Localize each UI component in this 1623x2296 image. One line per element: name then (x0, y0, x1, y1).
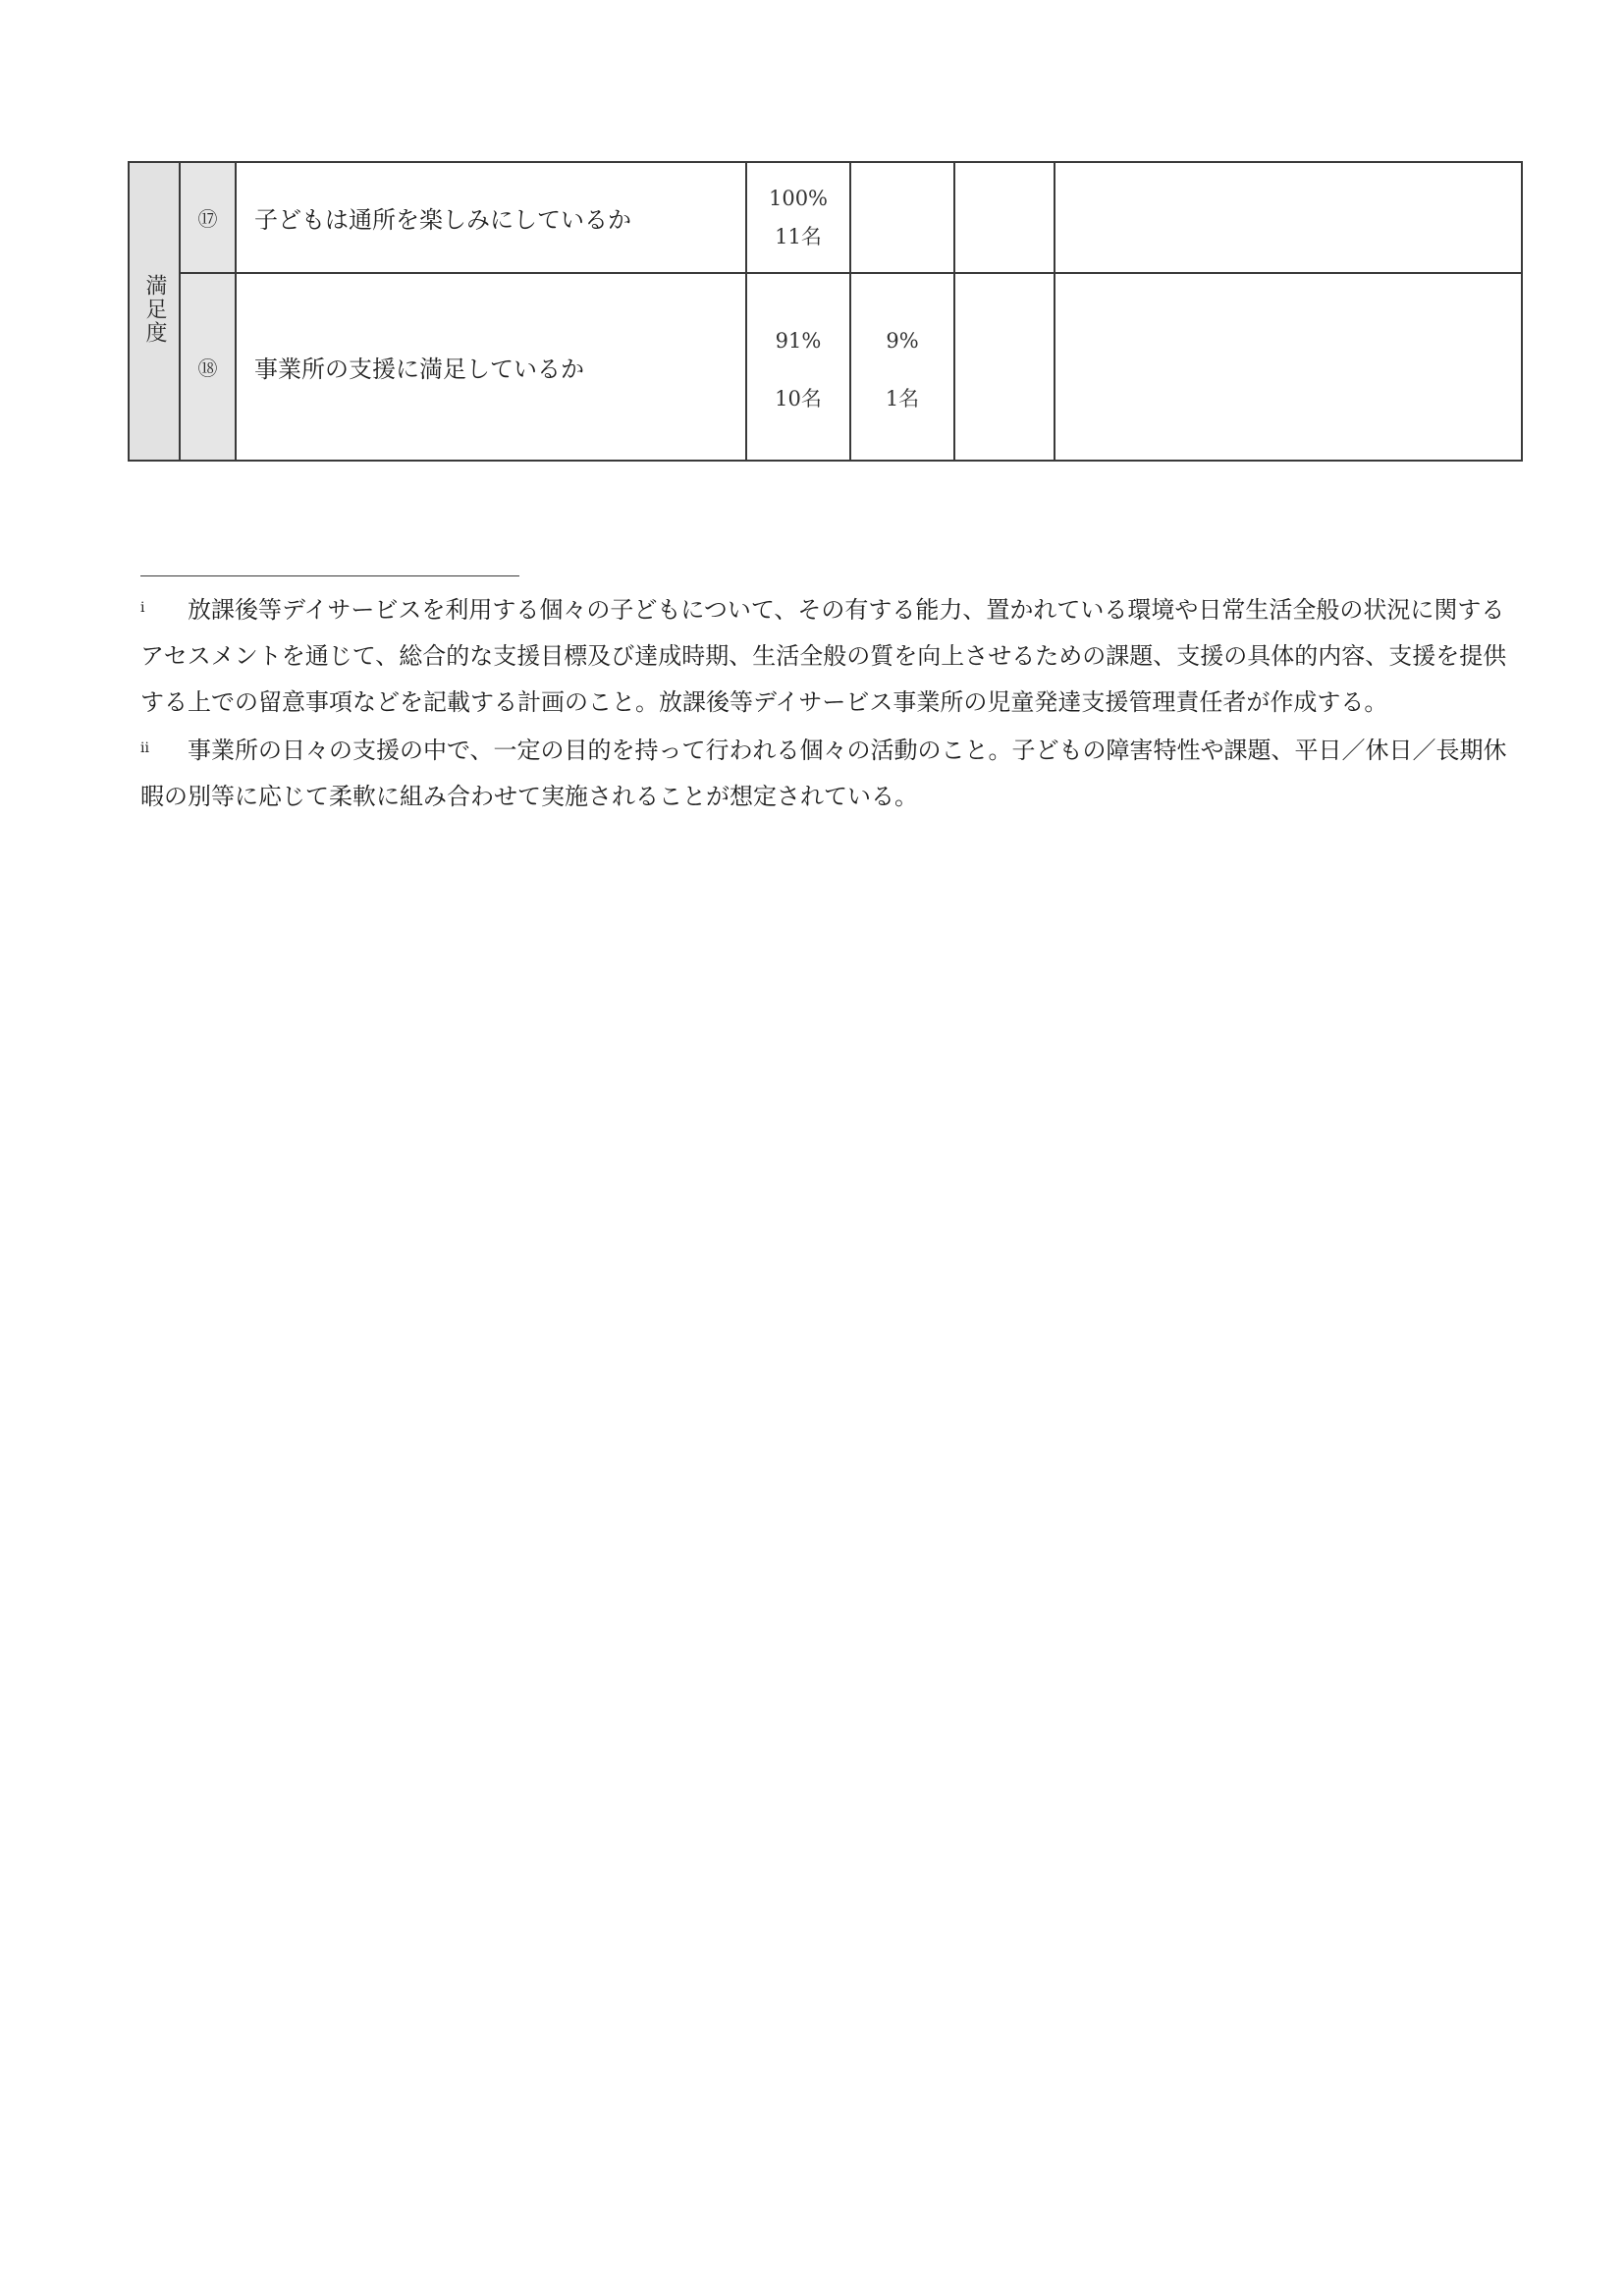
answer-count: 11名 (775, 224, 822, 248)
answer-percent: 91% (775, 328, 822, 353)
footnote-mark: i (140, 600, 145, 616)
answer-neutral-cell (850, 273, 954, 461)
comment-cell (1055, 162, 1522, 273)
answer-percent: 9% (886, 328, 919, 353)
answer-yes-cell (746, 273, 850, 461)
answer-no-cell (954, 162, 1055, 273)
footnote-text: 事業所の日々の支援の中で、一定の目的を持って行われる個々の活動のこと。子どもの障害特性や課題、平日／休日／長期休暇の別等に応じて柔軟に組み合わせて実施されることが想定されている。 (140, 737, 1507, 810)
answer-count: 1名 (885, 386, 920, 410)
answer-neutral-cell (850, 162, 954, 273)
footnote-mark: ii (140, 740, 149, 756)
question-number: ⑰ (180, 162, 236, 273)
answer-yes-cell (746, 162, 850, 273)
survey-results-table (128, 161, 1523, 462)
footnote-item (140, 585, 1515, 726)
question-text: 子どもは通所を楽しみにしているか (236, 162, 746, 273)
answer-percent: 100% (768, 186, 829, 210)
category-label: 満足度 (142, 274, 167, 345)
footnote-item (140, 726, 1515, 820)
footnote-text: 放課後等デイサービスを利用する個々の子どもについて、その有する能力、置かれている環境や日常生活全般の状況に関するアセスメントを通じて、総合的な支援目標及び達成時期、生活全般の質を向上させるための課題、支援の具体的内容、支援を提供する上での留意事項などを記載する計画のこと。放課後等デイサービス事業所の児童発達支援管理責任者が作成する。 (140, 596, 1507, 716)
question-number: ⑱ (180, 273, 236, 461)
table-row (129, 162, 1522, 273)
footnotes (140, 585, 1515, 820)
question-text: 事業所の支援に満足しているか (236, 273, 746, 461)
footnote-divider (140, 575, 519, 576)
answer-no-cell (954, 273, 1055, 461)
category-cell (129, 162, 180, 461)
comment-cell (1055, 273, 1522, 461)
table-row (129, 273, 1522, 461)
answer-count: 10名 (775, 386, 822, 410)
